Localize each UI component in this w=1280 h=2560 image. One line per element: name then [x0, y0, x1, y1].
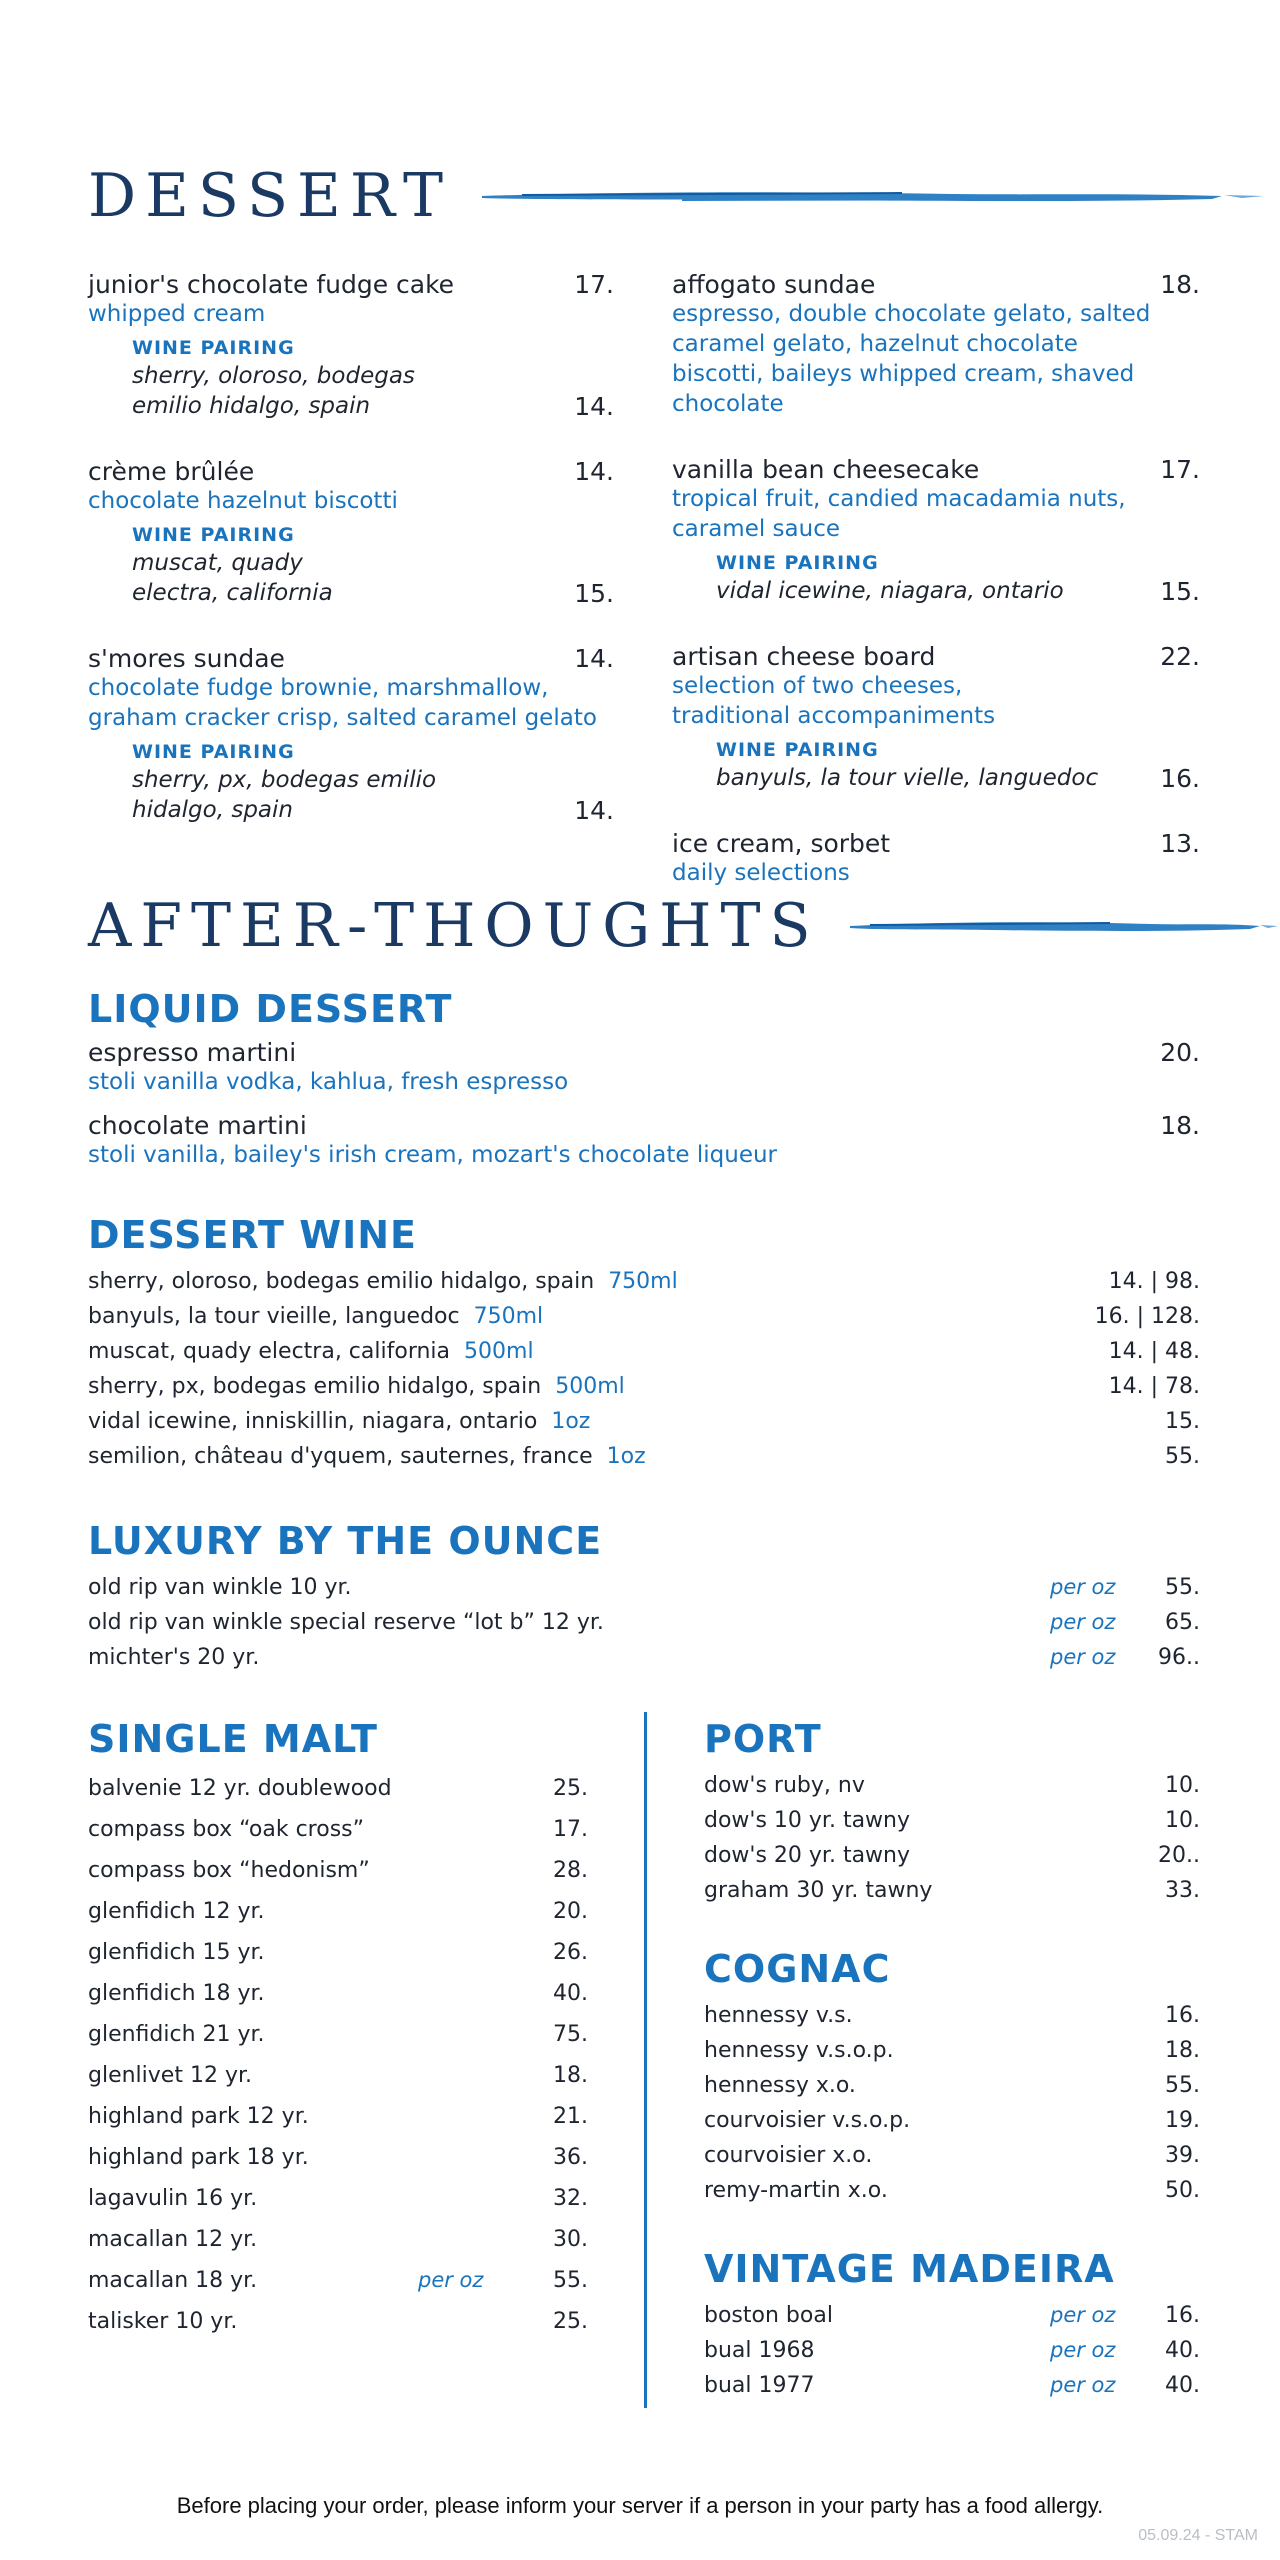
pairing-wine: sherry, px, bodegas emilio hidalgo, spain [132, 767, 437, 823]
dessert-item [88, 644, 614, 825]
cognac-name: hennessy v.s.o.p. [704, 2038, 894, 2063]
port-price: 10. [1165, 1773, 1200, 1798]
per-oz-label: per oz [418, 2268, 484, 2292]
dessert-item [672, 270, 1200, 419]
malt-price: 20. [553, 1899, 588, 1924]
malt-row [88, 2178, 588, 2219]
malt-price: 28. [553, 1858, 588, 1883]
port-row [704, 1803, 1200, 1838]
malt-row [88, 1809, 588, 1850]
dish-name: s'mores sundae [88, 644, 285, 673]
wine-pairing [132, 335, 614, 421]
cocktail-item [88, 1038, 1200, 1097]
malt-name: compass box “oak cross” [88, 1817, 365, 1842]
malt-price: 17. [553, 1817, 588, 1842]
wine-name: semilion, château d'yquem, sauternes, france [88, 1444, 593, 1469]
cocktail-name: espresso martini [88, 1038, 297, 1067]
malt-name: glenfidich 12 yr. [88, 1899, 265, 1924]
wine-size: 1oz [606, 1444, 646, 1469]
pairing-wine: vidal icewine, niagara, ontario [716, 578, 1064, 604]
malt-row [88, 2301, 588, 2342]
cognac-price: 39. [1165, 2143, 1200, 2168]
madeira-name: bual 1968 [704, 2338, 815, 2363]
malt-name: highland park 18 yr. [88, 2145, 309, 2170]
malt-name: compass box “hedonism” [88, 1858, 370, 1883]
madeira-price: 16. [1165, 2303, 1200, 2328]
malt-name: glenlivet 12 yr. [88, 2063, 252, 2088]
dessert-wine-section [88, 1212, 1200, 1474]
pairing-price: 14. [574, 392, 614, 421]
per-oz-label: per oz [1050, 2338, 1116, 2362]
wine-size: 1oz [551, 1409, 591, 1434]
cognac-name: hennessy x.o. [704, 2073, 856, 2098]
vintage-madeira-section [704, 2246, 1200, 2403]
malt-row [88, 2219, 588, 2260]
liquid-dessert-title: LIQUID DESSERT [88, 987, 453, 1031]
dish-name: artisan cheese board [672, 642, 936, 671]
port-row [704, 1768, 1200, 1803]
malt-row [88, 1891, 588, 1932]
cognac-name: courvoisier x.o. [704, 2143, 873, 2168]
spirit-price: 96.. [1158, 1645, 1200, 1670]
malt-name: macallan 12 yr. [88, 2227, 258, 2252]
dish-price: 17. [574, 270, 614, 299]
malt-price: 75. [553, 2022, 588, 2047]
spirit-name: old rip van winkle 10 yr. [88, 1575, 352, 1600]
malt-name: glenfidich 21 yr. [88, 2022, 265, 2047]
wine-pairing [716, 737, 1200, 793]
dish-price: 22. [1160, 642, 1200, 671]
cognac-name: hennessy v.s. [704, 2003, 853, 2028]
dish-price: 17. [1160, 455, 1200, 484]
luxury-section [88, 1518, 1200, 1675]
wine-pairing [132, 739, 614, 825]
menu-code: 05.09.24 - STAM [1138, 2527, 1258, 2544]
cognac-row [704, 2033, 1200, 2068]
cognac-row [704, 2103, 1200, 2138]
dessert-item [88, 270, 614, 421]
wine-name: banyuls, la tour vieille, languedoc [88, 1304, 460, 1329]
malt-price: 32. [553, 2186, 588, 2211]
malt-row [88, 1768, 588, 1809]
pairing-label: WINE PAIRING [132, 524, 295, 546]
dish-name: junior's chocolate fudge cake [88, 270, 455, 299]
dish-description: espresso, double chocolate gelato, salted caramel gelato, hazelnut chocolate biscotti, baileys whipped cream, shaved chocolate [672, 301, 1151, 417]
malt-row [88, 2260, 588, 2301]
dish-description: chocolate hazelnut biscotti [88, 488, 398, 514]
wine-price: 14. | 98. [1108, 1269, 1200, 1294]
cognac-price: 19. [1165, 2108, 1200, 2133]
cocktail-price: 18. [1160, 1111, 1200, 1140]
wine-row [88, 1264, 1200, 1299]
luxury-row [88, 1640, 1200, 1675]
port-row [704, 1873, 1200, 1908]
cognac-row [704, 1998, 1200, 2033]
madeira-row [704, 2298, 1200, 2333]
malt-row [88, 1850, 588, 1891]
malt-row [88, 2137, 588, 2178]
dish-price: 14. [574, 457, 614, 486]
madeira-price: 40. [1165, 2338, 1200, 2363]
malt-name: highland park 12 yr. [88, 2104, 309, 2129]
malt-name: balvenie 12 yr. doublewood [88, 1776, 392, 1801]
wine-pairing [132, 522, 614, 608]
wine-row [88, 1334, 1200, 1369]
brush-stroke-divider [482, 188, 1264, 204]
wine-pairing [716, 550, 1200, 606]
spirit-price: 65. [1165, 1610, 1200, 1635]
cocktail-description: stoli vanilla, bailey's irish cream, mozart's chocolate liqueur [88, 1142, 778, 1168]
cognac-row [704, 2138, 1200, 2173]
dessert-item [672, 455, 1200, 606]
per-oz-label: per oz [1050, 1575, 1116, 1599]
column-divider [644, 1712, 647, 2408]
dessert-wine-title: DESSERT WINE [88, 1213, 418, 1257]
dish-price: 14. [574, 644, 614, 673]
malt-row [88, 2055, 588, 2096]
allergy-notice: Before placing your order, please inform your server if a person in your party has a food allergy. [176, 2493, 1104, 2518]
port-price: 20.. [1158, 1843, 1200, 1868]
cocktail-item [88, 1111, 1200, 1170]
pairing-price: 16. [1160, 764, 1200, 793]
port-section [704, 1716, 1200, 1908]
cocktail-price: 20. [1160, 1038, 1200, 1067]
after-thoughts-heading [88, 891, 1278, 961]
luxury-title: LUXURY BY THE OUNCE [88, 1519, 603, 1563]
pairing-price: 14. [574, 796, 614, 825]
wine-row [88, 1369, 1200, 1404]
pairing-wine: sherry, oloroso, bodegas emilio hidalgo, spain [132, 363, 415, 419]
port-title: PORT [704, 1717, 822, 1761]
dish-description: selection of two cheeses, traditional accompaniments [672, 673, 996, 729]
dessert-item [672, 829, 1200, 888]
wine-price: 14. | 48. [1108, 1339, 1200, 1364]
port-price: 10. [1165, 1808, 1200, 1833]
dessert-item [88, 457, 614, 608]
cognac-name: courvoisier v.s.o.p. [704, 2108, 911, 2133]
dish-name: crème brûlée [88, 457, 255, 486]
cognac-section [704, 1946, 1200, 2208]
dessert-heading [88, 161, 1264, 231]
pairing-label: WINE PAIRING [132, 741, 295, 763]
pairing-label: WINE PAIRING [716, 552, 879, 574]
pairing-wine: banyuls, la tour vielle, languedoc [716, 765, 1099, 791]
wine-price: 55. [1165, 1444, 1200, 1469]
malt-name: glenfidich 15 yr. [88, 1940, 265, 1965]
wine-size: 750ml [608, 1269, 678, 1294]
spirit-name: old rip van winkle special reserve “lot b” 12 yr. [88, 1610, 604, 1635]
malt-row [88, 1932, 588, 1973]
vintage-madeira-title: VINTAGE MADEIRA [704, 2247, 1115, 2291]
malt-row [88, 2096, 588, 2137]
luxury-row [88, 1570, 1200, 1605]
dish-description: daily selections [672, 860, 850, 886]
port-name: graham 30 yr. tawny [704, 1878, 933, 1903]
pairing-label: WINE PAIRING [716, 739, 879, 761]
malt-row [88, 2014, 588, 2055]
malt-row [88, 1973, 588, 2014]
wine-size: 500ml [464, 1339, 534, 1364]
wine-row [88, 1404, 1200, 1439]
wine-price: 14. | 78. [1108, 1374, 1200, 1399]
malt-price: 25. [553, 2309, 588, 2334]
per-oz-label: per oz [1050, 1610, 1116, 1634]
pairing-price: 15. [574, 579, 614, 608]
dish-name: affogato sundae [672, 270, 876, 299]
wine-price: 15. [1165, 1409, 1200, 1434]
spirit-price: 55. [1165, 1575, 1200, 1600]
wine-row [88, 1439, 1200, 1474]
dessert-title: DESSERT [88, 161, 452, 231]
spirit-name: michter's 20 yr. [88, 1645, 260, 1670]
dessert-item [672, 642, 1200, 793]
dish-price: 18. [1160, 270, 1200, 299]
right-spirits-column [704, 1716, 1200, 2403]
dish-price: 13. [1160, 829, 1200, 858]
luxury-row [88, 1605, 1200, 1640]
dessert-left-column [88, 270, 614, 861]
madeira-name: bual 1977 [704, 2373, 815, 2398]
malt-price: 25. [553, 1776, 588, 1801]
malt-name: macallan 18 yr. [88, 2268, 258, 2293]
malt-name: glenfidich 18 yr. [88, 1981, 265, 2006]
malt-price: 21. [553, 2104, 588, 2129]
port-name: dow's 20 yr. tawny [704, 1843, 911, 1868]
pairing-wine: muscat, quady electra, california [132, 550, 333, 606]
dish-description: tropical fruit, candied macadamia nuts, caramel sauce [672, 486, 1126, 542]
dish-description: whipped cream [88, 301, 266, 327]
cognac-price: 50. [1165, 2178, 1200, 2203]
wine-size: 500ml [555, 1374, 625, 1399]
single-malt-section [88, 1716, 588, 2342]
port-name: dow's ruby, nv [704, 1773, 865, 1798]
malt-name: lagavulin 16 yr. [88, 2186, 258, 2211]
single-malt-title: SINGLE MALT [88, 1717, 378, 1761]
madeira-row [704, 2368, 1200, 2403]
port-row [704, 1838, 1200, 1873]
malt-price: 36. [553, 2145, 588, 2170]
madeira-row [704, 2333, 1200, 2368]
malt-price: 26. [553, 1940, 588, 1965]
cognac-price: 18. [1165, 2038, 1200, 2063]
madeira-name: boston boal [704, 2303, 833, 2328]
wine-name: sherry, px, bodegas emilio hidalgo, spain [88, 1374, 542, 1399]
wine-price: 16. | 128. [1094, 1304, 1200, 1329]
wine-name: muscat, quady electra, california [88, 1339, 451, 1364]
cocktail-name: chocolate martini [88, 1111, 307, 1140]
pairing-price: 15. [1160, 577, 1200, 606]
malt-price: 18. [553, 2063, 588, 2088]
pairing-label: WINE PAIRING [132, 337, 295, 359]
cognac-row [704, 2173, 1200, 2208]
per-oz-label: per oz [1050, 2373, 1116, 2397]
wine-row [88, 1299, 1200, 1334]
dish-name: ice cream, sorbet [672, 829, 891, 858]
port-name: dow's 10 yr. tawny [704, 1808, 911, 1833]
after-thoughts-title: AFTER-THOUGHTS [88, 891, 820, 961]
wine-size: 750ml [473, 1304, 544, 1329]
port-price: 33. [1165, 1878, 1200, 1903]
cocktail-description: stoli vanilla vodka, kahlua, fresh espresso [88, 1069, 569, 1095]
liquid-dessert-section [88, 986, 1200, 1184]
cognac-title: COGNAC [704, 1947, 891, 1991]
cognac-price: 55. [1165, 2073, 1200, 2098]
dish-name: vanilla bean cheesecake [672, 455, 980, 484]
brush-stroke-divider [850, 918, 1278, 934]
malt-price: 40. [553, 1981, 588, 2006]
wine-name: vidal icewine, inniskillin, niagara, ontario [88, 1409, 538, 1434]
malt-price: 30. [553, 2227, 588, 2252]
dessert-right-column [672, 270, 1200, 924]
cognac-name: remy-martin x.o. [704, 2178, 888, 2203]
per-oz-label: per oz [1050, 2303, 1116, 2327]
wine-name: sherry, oloroso, bodegas emilio hidalgo, spain [88, 1269, 595, 1294]
cognac-price: 16. [1165, 2003, 1200, 2028]
dish-description: chocolate fudge brownie, marshmallow, graham cracker crisp, salted caramel gelato [88, 675, 597, 731]
cognac-row [704, 2068, 1200, 2103]
malt-name: talisker 10 yr. [88, 2309, 238, 2334]
madeira-price: 40. [1165, 2373, 1200, 2398]
per-oz-label: per oz [1050, 1645, 1116, 1669]
malt-price: 55. [553, 2268, 588, 2293]
